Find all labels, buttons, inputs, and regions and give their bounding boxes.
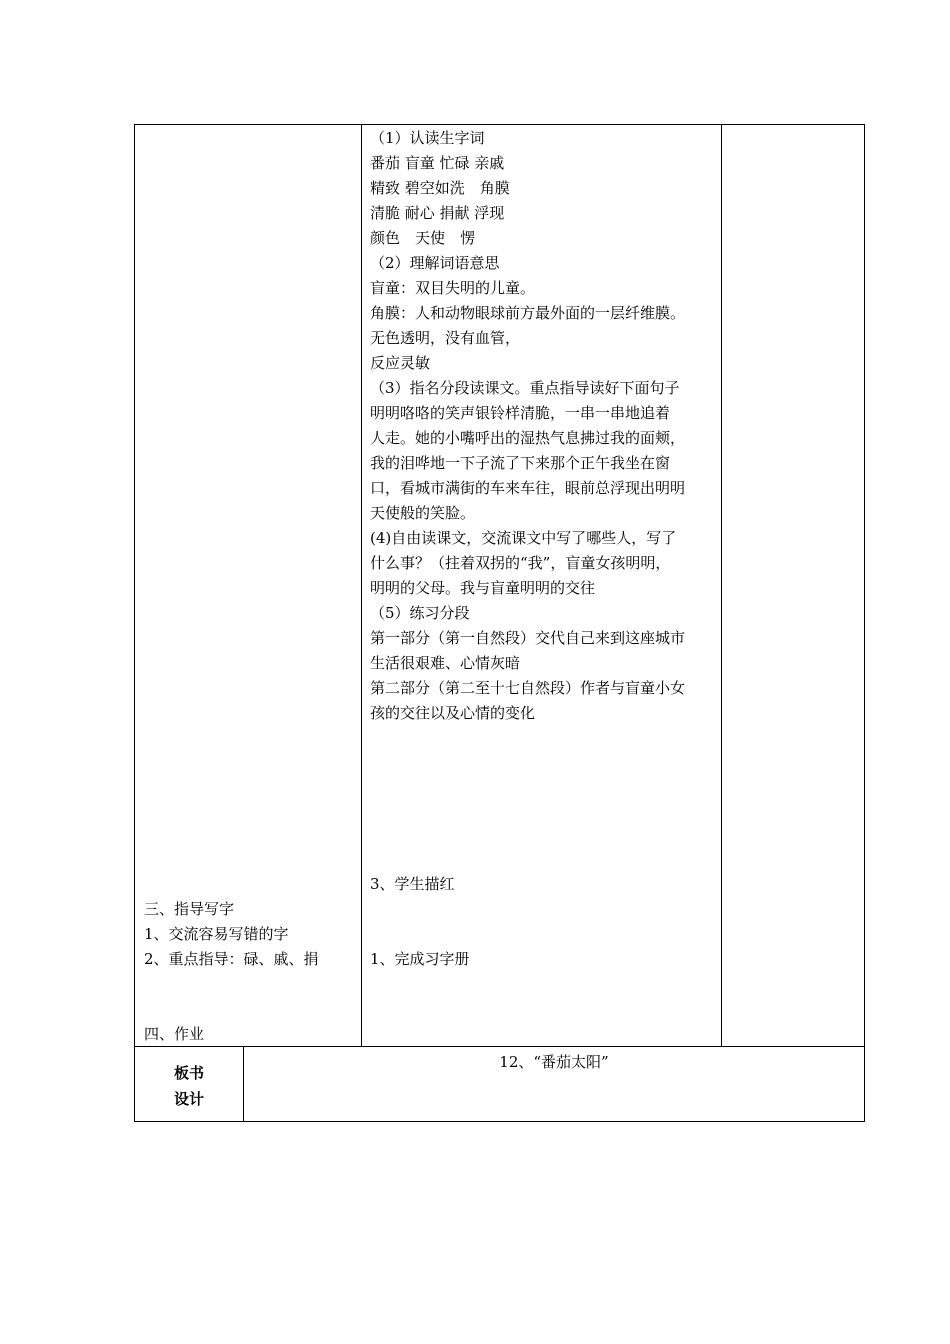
table-border-left <box>134 124 135 1122</box>
content-line: 孩的交往以及心情的变化 <box>370 704 536 722</box>
content-line: 第二部分（第二至十七自然段）作者与盲童小女 <box>370 679 686 697</box>
content-line: （1）认读生字词 <box>370 129 485 147</box>
writing-item-1: 1、交流容易写错的字 <box>144 925 289 943</box>
content-line: 明明的父母。我与盲童明明的交往 <box>370 579 596 597</box>
section-homework: 四、作业 <box>144 1025 205 1043</box>
writing-item-2: 2、重点指导：碌、戚、捐 <box>144 950 319 968</box>
content-line: 盲童：双目失明的儿童。 <box>370 279 536 297</box>
content-line: （5）练习分段 <box>370 604 470 622</box>
content-line: （2）理解词语意思 <box>370 254 500 272</box>
content-line: 第一部分（第一自然段）交代自己来到这座城市 <box>370 629 686 647</box>
content-line: （3）指名分段读课文。重点指导读好下面句子 <box>370 379 680 397</box>
table-border-right <box>864 124 865 1122</box>
content-line: 无色透明，没有血管， <box>370 329 521 347</box>
trace-red-step: 3、学生描红 <box>370 875 455 893</box>
content-line: 我的泪哗地一下子流了下来那个正午我坐在窗 <box>370 454 671 472</box>
content-line: (4)自由读课文，交流课文中写了哪些人，写了 <box>370 529 677 547</box>
board-label-line2: 设计 <box>173 1090 204 1108</box>
content-line: 角膜：人和动物眼球前方最外面的一层纤维膜。 <box>370 304 686 322</box>
content-line: 明明咯咯的笑声银铃样清脆，一串一串地追着 <box>370 404 671 422</box>
column-divider-1 <box>361 124 362 1046</box>
table-border-top <box>134 124 865 125</box>
content-line: 什么事？（拄着双拐的“我”，盲童女孩明明， <box>370 554 671 572</box>
section-writing-guide: 三、指导写字 <box>144 900 235 918</box>
column-divider-2 <box>721 124 722 1046</box>
board-label-line1: 板书 <box>173 1064 204 1082</box>
content-line: 人走。她的小嘴呼出的湿热气息拂过我的面颊， <box>370 429 686 447</box>
content-line: 番茄 盲童 忙碌 亲戚 <box>370 154 505 172</box>
content-line: 天使般的笑脸。 <box>370 504 476 522</box>
lesson-content <box>370 126 715 726</box>
workbook-assignment: 1、完成习字册 <box>370 950 470 968</box>
content-line: 生活很艰难、心情灰暗 <box>370 654 521 672</box>
content-line: 颜色 天使 愣 <box>370 229 476 247</box>
board-design-label <box>135 1060 243 1112</box>
content-line: 口，看城市满街的车来车往，眼前总浮现出明明 <box>370 479 686 497</box>
board-title: 12、“番茄太阳” <box>499 1053 609 1071</box>
content-line: 反应灵敏 <box>370 354 431 372</box>
content-line: 清脆 耐心 捐献 浮现 <box>370 204 505 222</box>
content-line: 精致 碧空如洗 角膜 <box>370 179 510 197</box>
